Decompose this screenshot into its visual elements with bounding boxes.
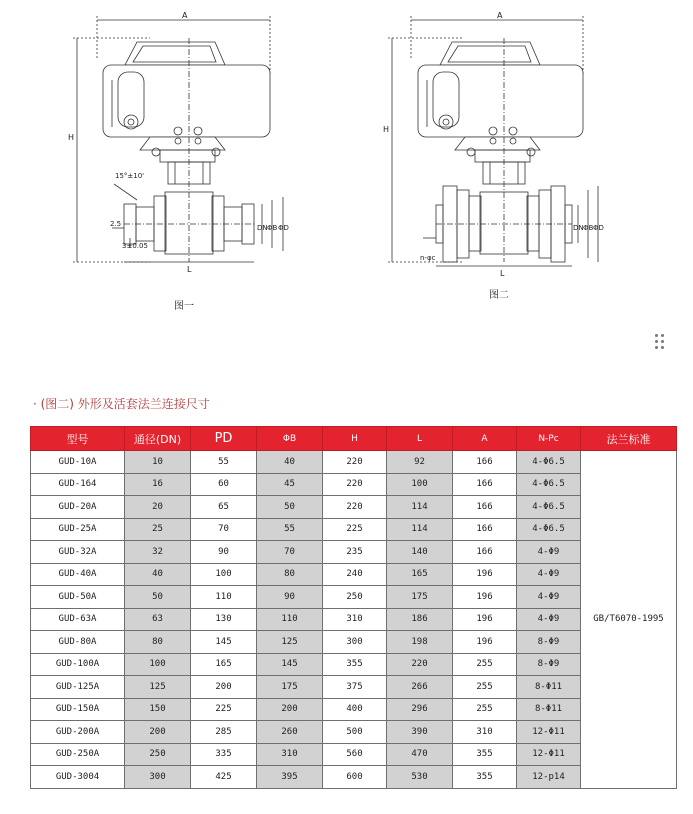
cell-h: 300 <box>323 631 387 654</box>
col-header-l: L <box>387 427 453 451</box>
cell-dn: 100 <box>125 653 191 676</box>
cell-standard: GB/T6070-1995 <box>581 451 677 789</box>
table-row <box>31 496 677 519</box>
cell-npc: 12-Φ11 <box>517 721 581 744</box>
col-header-a: A <box>453 427 517 451</box>
cell-dn: 10 <box>125 451 191 474</box>
more-options-icon[interactable] <box>653 332 667 350</box>
cell-pb: 90 <box>257 586 323 609</box>
cell-model: GUD-80A <box>31 631 125 654</box>
table-row <box>31 698 677 721</box>
fig1-label-dim1: 2.5 <box>110 220 122 228</box>
fig1-label-a: A <box>182 11 188 20</box>
fig1-label-pd: ΦD <box>278 224 289 232</box>
figure-2-caption: 图二 <box>489 290 509 301</box>
cell-npc: 4-Φ6.5 <box>517 496 581 519</box>
cell-h: 250 <box>323 586 387 609</box>
cell-a: 166 <box>453 541 517 564</box>
cell-model: GUD-125A <box>31 676 125 699</box>
table-row <box>31 608 677 631</box>
cell-model: GUD-50A <box>31 586 125 609</box>
cell-npc: 8-Φ11 <box>517 676 581 699</box>
cell-model: GUD-32A <box>31 541 125 564</box>
cell-h: 375 <box>323 676 387 699</box>
cell-h: 220 <box>323 451 387 474</box>
cell-pd: 225 <box>191 698 257 721</box>
cell-model: GUD-3004 <box>31 766 125 789</box>
cell-dn: 50 <box>125 586 191 609</box>
cell-a: 166 <box>453 451 517 474</box>
cell-h: 225 <box>323 518 387 541</box>
col-header-npc: N-Pc <box>517 427 581 451</box>
table-row <box>31 518 677 541</box>
spec-table <box>30 426 677 789</box>
cell-l: 140 <box>387 541 453 564</box>
cell-h: 400 <box>323 698 387 721</box>
figure-2-drawing <box>388 16 598 266</box>
cell-dn: 125 <box>125 676 191 699</box>
cell-pb: 175 <box>257 676 323 699</box>
cell-h: 500 <box>323 721 387 744</box>
cell-npc: 4-Φ9 <box>517 541 581 564</box>
section-title: · (图二) 外形及活套法兰连接尺寸 <box>33 397 210 411</box>
table-row <box>31 473 677 496</box>
figure-1-caption: 图一 <box>174 301 194 312</box>
cell-model: GUD-100A <box>31 653 125 676</box>
table-row <box>31 721 677 744</box>
cell-model: GUD-150A <box>31 698 125 721</box>
cell-model: GUD-250A <box>31 743 125 766</box>
fig1-label-dim2: 3±0.05 <box>122 242 148 250</box>
fig2-label-dn: DN <box>573 224 584 232</box>
cell-pd: 65 <box>191 496 257 519</box>
cell-pb: 145 <box>257 653 323 676</box>
cell-pd: 285 <box>191 721 257 744</box>
cell-l: 390 <box>387 721 453 744</box>
cell-l: 92 <box>387 451 453 474</box>
col-header-standard: 法兰标准 <box>581 427 677 451</box>
cell-h: 220 <box>323 496 387 519</box>
fig2-label-pd: ΦD <box>593 224 604 232</box>
cell-dn: 300 <box>125 766 191 789</box>
cell-a: 355 <box>453 743 517 766</box>
cell-dn: 80 <box>125 631 191 654</box>
cell-a: 255 <box>453 676 517 699</box>
cell-h: 240 <box>323 563 387 586</box>
cell-dn: 200 <box>125 721 191 744</box>
cell-a: 255 <box>453 653 517 676</box>
cell-npc: 8-Φ9 <box>517 631 581 654</box>
col-header-pd: PD <box>191 427 257 451</box>
table-header-row <box>31 427 677 451</box>
table-row <box>31 586 677 609</box>
cell-pb: 260 <box>257 721 323 744</box>
cell-l: 186 <box>387 608 453 631</box>
table-row <box>31 563 677 586</box>
cell-pd: 60 <box>191 473 257 496</box>
fig2-label-a: A <box>497 11 503 20</box>
cell-dn: 25 <box>125 518 191 541</box>
cell-l: 165 <box>387 563 453 586</box>
cell-dn: 250 <box>125 743 191 766</box>
cell-h: 310 <box>323 608 387 631</box>
cell-pd: 70 <box>191 518 257 541</box>
cell-a: 196 <box>453 608 517 631</box>
cell-l: 198 <box>387 631 453 654</box>
cell-pd: 145 <box>191 631 257 654</box>
cell-npc: 8-Φ11 <box>517 698 581 721</box>
table-row <box>31 676 677 699</box>
cell-l: 100 <box>387 473 453 496</box>
cell-pb: 310 <box>257 743 323 766</box>
cell-model: GUD-63A <box>31 608 125 631</box>
fig2-label-h: H <box>383 125 390 134</box>
fig1-label-pb: ΦB <box>267 224 278 232</box>
cell-dn: 32 <box>125 541 191 564</box>
cell-h: 355 <box>323 653 387 676</box>
table-row <box>31 451 677 474</box>
col-header-model: 型号 <box>31 427 125 451</box>
col-header-dn: 通径(DN) <box>125 427 191 451</box>
col-header-h: H <box>323 427 387 451</box>
table-row <box>31 631 677 654</box>
cell-pd: 130 <box>191 608 257 631</box>
cell-pb: 70 <box>257 541 323 564</box>
cell-a: 196 <box>453 563 517 586</box>
cell-l: 470 <box>387 743 453 766</box>
cell-pd: 55 <box>191 451 257 474</box>
fig2-label-l: L <box>500 269 505 278</box>
cell-npc: 4-Φ9 <box>517 608 581 631</box>
cell-pb: 80 <box>257 563 323 586</box>
cell-a: 166 <box>453 473 517 496</box>
cell-h: 220 <box>323 473 387 496</box>
cell-npc: 4-Φ6.5 <box>517 473 581 496</box>
table-row <box>31 541 677 564</box>
fig1-label-h: H <box>68 133 75 142</box>
cell-pb: 110 <box>257 608 323 631</box>
cell-dn: 63 <box>125 608 191 631</box>
cell-dn: 150 <box>125 698 191 721</box>
technical-drawings <box>0 0 693 320</box>
cell-pd: 90 <box>191 541 257 564</box>
cell-model: GUD-40A <box>31 563 125 586</box>
cell-model: GUD-25A <box>31 518 125 541</box>
cell-l: 175 <box>387 586 453 609</box>
cell-pd: 335 <box>191 743 257 766</box>
cell-l: 296 <box>387 698 453 721</box>
cell-h: 600 <box>323 766 387 789</box>
cell-dn: 40 <box>125 563 191 586</box>
cell-npc: 4-Φ9 <box>517 563 581 586</box>
cell-a: 355 <box>453 766 517 789</box>
cell-npc: 8-Φ9 <box>517 653 581 676</box>
cell-a: 166 <box>453 496 517 519</box>
table-row <box>31 653 677 676</box>
cell-a: 310 <box>453 721 517 744</box>
cell-pb: 50 <box>257 496 323 519</box>
col-header-pb: ΦB <box>257 427 323 451</box>
figure-1-drawing <box>73 16 283 262</box>
table-row <box>31 766 677 789</box>
cell-model: GUD-20A <box>31 496 125 519</box>
fig2-label-pb: ΦB <box>583 224 594 232</box>
cell-pd: 165 <box>191 653 257 676</box>
fig1-label-l: L <box>187 265 192 274</box>
cell-pb: 125 <box>257 631 323 654</box>
table-row <box>31 743 677 766</box>
cell-l: 220 <box>387 653 453 676</box>
cell-pb: 45 <box>257 473 323 496</box>
cell-l: 114 <box>387 496 453 519</box>
fig2-label-npc: n-φc <box>420 254 436 262</box>
cell-model: GUD-10A <box>31 451 125 474</box>
cell-npc: 12-Φ11 <box>517 743 581 766</box>
fig1-label-angle: 15°±10' <box>115 172 145 180</box>
cell-h: 235 <box>323 541 387 564</box>
cell-a: 255 <box>453 698 517 721</box>
cell-l: 530 <box>387 766 453 789</box>
cell-pb: 40 <box>257 451 323 474</box>
cell-a: 196 <box>453 586 517 609</box>
cell-pb: 55 <box>257 518 323 541</box>
cell-npc: 4-Φ6.5 <box>517 518 581 541</box>
cell-dn: 16 <box>125 473 191 496</box>
cell-pb: 200 <box>257 698 323 721</box>
cell-a: 196 <box>453 631 517 654</box>
cell-l: 266 <box>387 676 453 699</box>
cell-model: GUD-200A <box>31 721 125 744</box>
cell-dn: 20 <box>125 496 191 519</box>
cell-model: GUD-164 <box>31 473 125 496</box>
cell-pd: 110 <box>191 586 257 609</box>
cell-pd: 200 <box>191 676 257 699</box>
cell-npc: 12-p14 <box>517 766 581 789</box>
fig1-label-dn: DN <box>257 224 268 232</box>
cell-a: 166 <box>453 518 517 541</box>
cell-pd: 425 <box>191 766 257 789</box>
cell-pd: 100 <box>191 563 257 586</box>
cell-h: 560 <box>323 743 387 766</box>
cell-npc: 4-Φ9 <box>517 586 581 609</box>
cell-l: 114 <box>387 518 453 541</box>
cell-npc: 4-Φ6.5 <box>517 451 581 474</box>
cell-pb: 395 <box>257 766 323 789</box>
